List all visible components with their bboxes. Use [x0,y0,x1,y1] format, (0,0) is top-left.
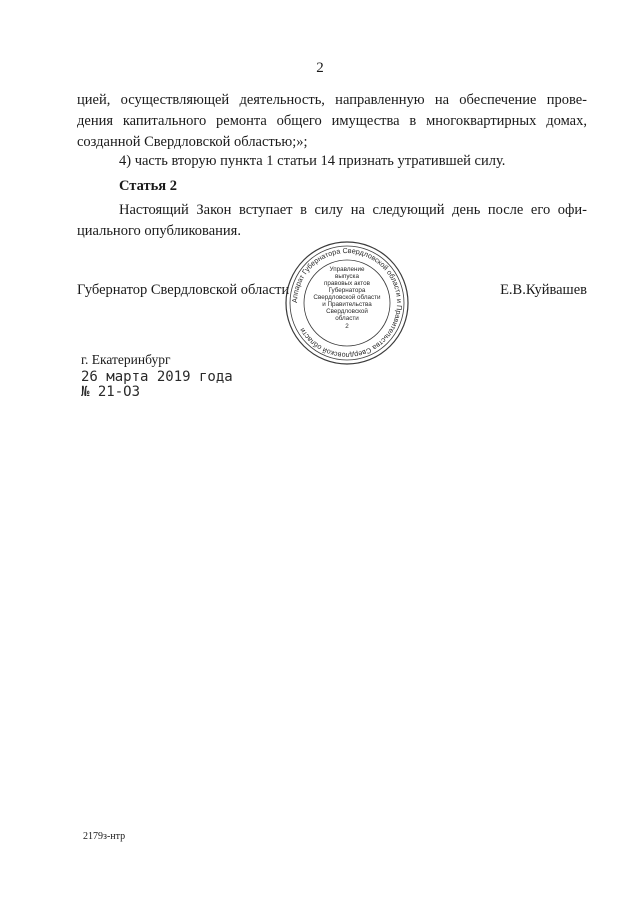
paragraph-line: созданной Свердловской областью;»; [77,134,308,150]
document-code: 2179з-нтр [83,831,126,842]
seal-inner-line: Губернатора [328,287,366,294]
article-heading: Статья 2 [119,178,177,194]
city-label: г. Екатеринбург [81,352,171,367]
stamp-number: № 21-ОЗ [81,384,141,400]
paragraph-line: 4) часть вторую пункта 1 статьи 14 признать утратившей силу. [119,153,506,169]
seal-inner-line: правовых актов [324,280,370,287]
paragraph-line: Настоящий Закон вступает в силу на следующий день после его офи- [119,202,587,218]
seal-inner-line: Свердловской [326,308,368,315]
page-number: 2 [316,60,324,76]
seal-outer-text: Аппарат Губернатора Свердловской области и Правительства Свердловской области [289,245,405,361]
paragraph-line: дения капитального ремонта общего имущества в многоквартирных домах, [77,113,587,129]
seal-inner-line: 2 [345,323,349,330]
stamp-date: 26 марта 2019 года [81,369,233,385]
paragraph-line: цией, осуществляющей деятельность, направленную на обеспечение прове- [77,92,587,108]
seal-inner-line: Управление [329,266,365,273]
seal-inner-line: и Правительства [322,301,372,308]
official-seal [284,240,410,366]
paragraph-item-4 [77,151,587,172]
signature-title: Губернатор Свердловской области [77,282,290,298]
paragraph-continuation [77,90,587,153]
paragraph-article-2 [77,200,587,242]
seal-inner-line: выпуска [335,273,359,280]
seal-inner-line: области [335,315,359,322]
seal-inner-line: Свердловской области [313,294,381,301]
signature-name: Е.В.Куйвашев [500,282,587,298]
paragraph-line: циального опубликования. [77,223,241,239]
